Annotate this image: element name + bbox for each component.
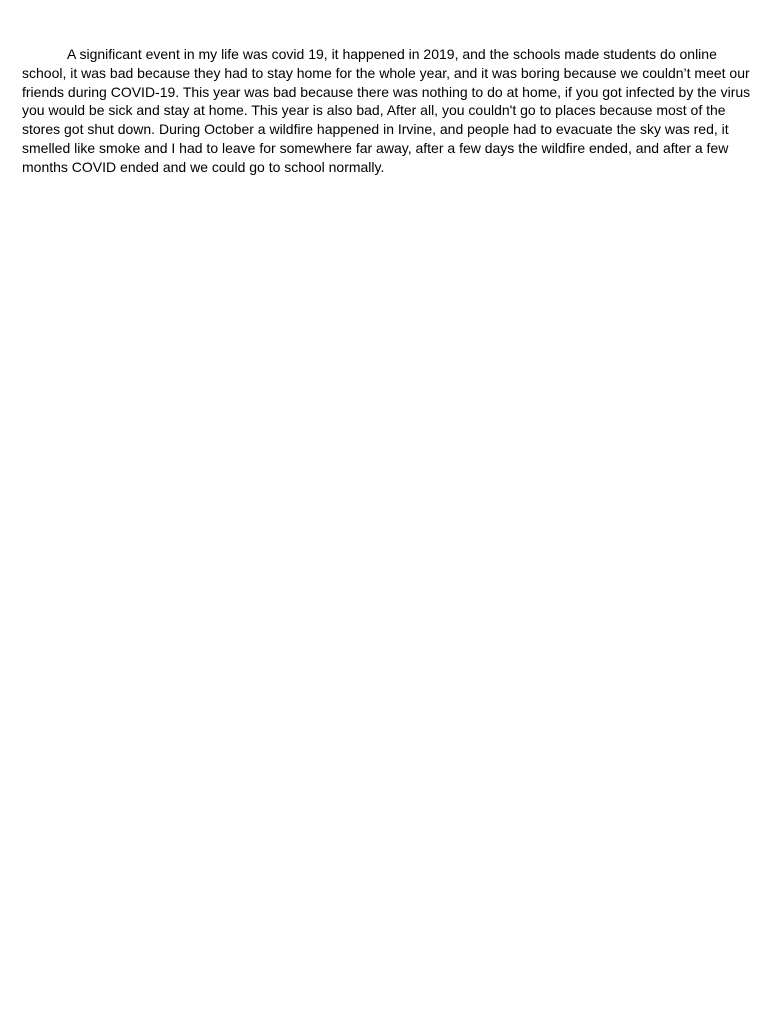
paragraph-line-7: months COVID ended and we could go to school normally. (22, 158, 385, 175)
paragraph-line-2: school, it was bad because they had to stay home for the whole year, and it was boring because we couldn’t meet our (22, 64, 750, 81)
paragraph-line-5: stores got shut down. During October a wildfire happened in Irvine, and people had to evacuate the sky was red, it (22, 121, 729, 138)
paragraph-line-1: A significant event in my life was covid 19, it happened in 2019, and the schools made students do online (67, 46, 717, 62)
paragraph-line-6: smelled like smoke and I had to leave for somewhere far away, after a few days the wildfire ended, and after a few (22, 139, 729, 156)
paragraph-line-3: friends during COVID-19. This year was bad because there was nothing to do at home, if you got infected by the virus (22, 83, 751, 100)
body-paragraph (22, 45, 751, 177)
paragraph-line-4: you would be sick and stay at home. This year is also bad, After all, you couldn't go to places because most of the (22, 102, 726, 119)
